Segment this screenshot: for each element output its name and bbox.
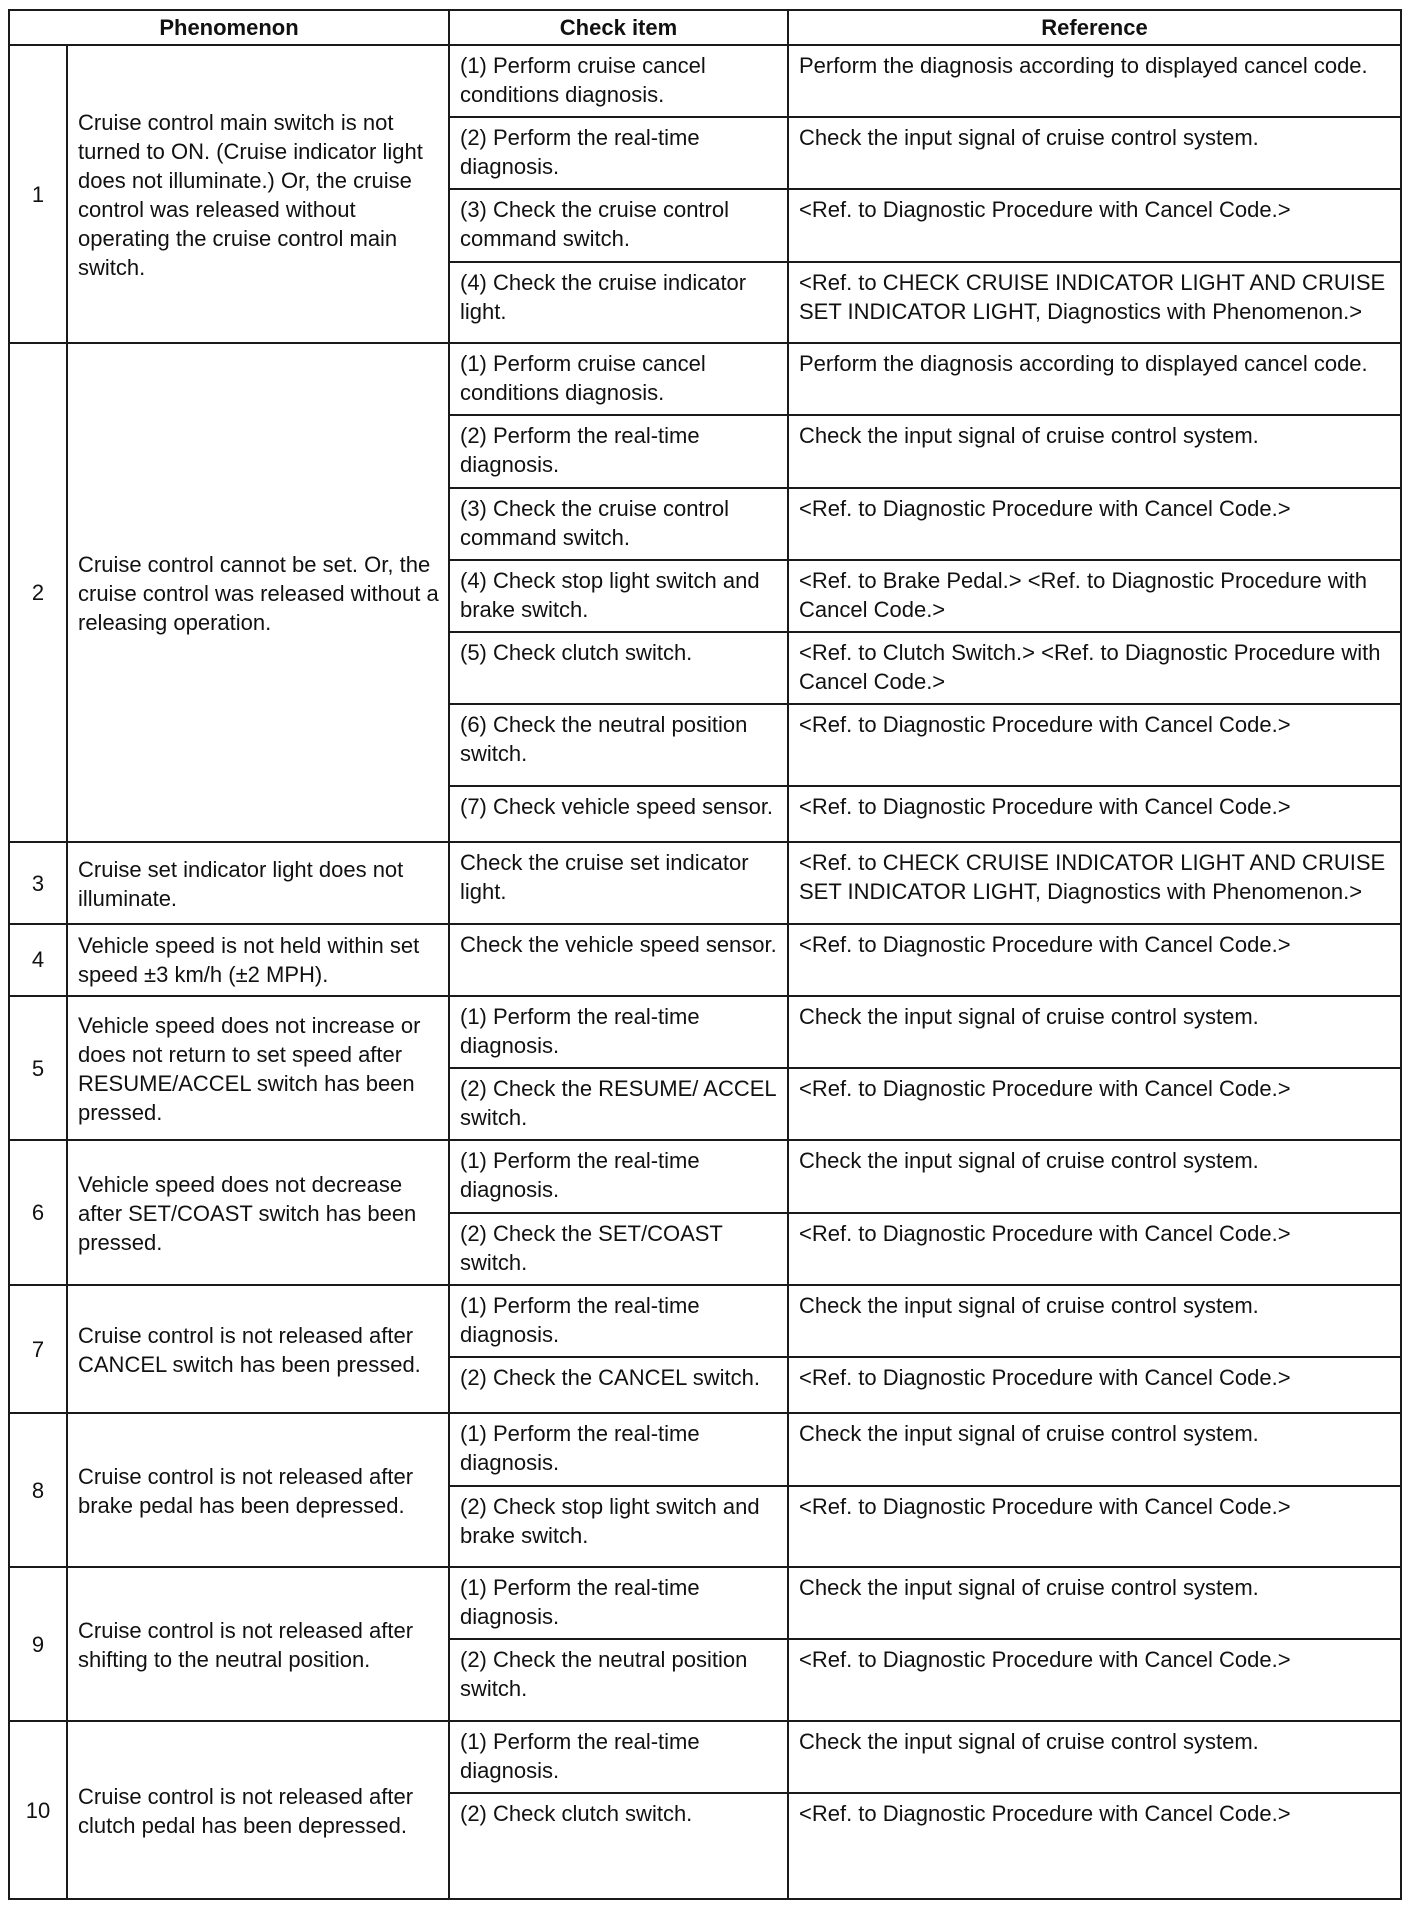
table-row xyxy=(9,45,1401,117)
table-row xyxy=(9,924,1401,996)
reference-cell: <Ref. to Diagnostic Procedure with Cancel Code.> xyxy=(788,1639,1401,1721)
check-item-cell: (2) Check the neutral position switch. xyxy=(449,1639,788,1721)
header-reference: Reference xyxy=(788,10,1401,45)
row-number: 1 xyxy=(9,45,67,343)
check-item-cell: (1) Perform the real-time diagnosis. xyxy=(449,1285,788,1357)
check-item-cell: (3) Check the cruise control command switch. xyxy=(449,488,788,560)
table-row xyxy=(9,1721,1401,1793)
reference-cell: <Ref. to Diagnostic Procedure with Cancel Code.> xyxy=(788,1793,1401,1899)
table-row xyxy=(9,1567,1401,1639)
reference-cell: Check the input signal of cruise control system. xyxy=(788,117,1401,189)
phenomenon-cell: Cruise set indicator light does not illuminate. xyxy=(67,842,449,924)
phenomenon-cell: Cruise control is not released after CANCEL switch has been pressed. xyxy=(67,1285,449,1414)
row-number: 5 xyxy=(9,996,67,1140)
reference-cell: <Ref. to Brake Pedal.> <Ref. to Diagnostic Procedure with Cancel Code.> xyxy=(788,560,1401,632)
reference-cell: <Ref. to Diagnostic Procedure with Cancel Code.> xyxy=(788,1213,1401,1285)
phenomenon-cell: Cruise control is not released after brake pedal has been depressed. xyxy=(67,1413,449,1567)
reference-cell: <Ref. to CHECK CRUISE INDICATOR LIGHT AND CRUISE SET INDICATOR LIGHT, Diagnostics with Phenomenon.> xyxy=(788,842,1401,924)
reference-cell: <Ref. to CHECK CRUISE INDICATOR LIGHT AND CRUISE SET INDICATOR LIGHT, Diagnostics with Phenomenon.> xyxy=(788,262,1401,344)
check-item-cell: (2) Check clutch switch. xyxy=(449,1793,788,1899)
check-item-cell: (5) Check clutch switch. xyxy=(449,632,788,704)
check-item-cell: (1) Perform the real-time diagnosis. xyxy=(449,1567,788,1639)
table-row xyxy=(9,1413,1401,1485)
reference-cell: <Ref. to Diagnostic Procedure with Cancel Code.> xyxy=(788,189,1401,261)
check-item-cell: (3) Check the cruise control command switch. xyxy=(449,189,788,261)
reference-cell: <Ref. to Diagnostic Procedure with Cancel Code.> xyxy=(788,786,1401,842)
row-number: 7 xyxy=(9,1285,67,1414)
row-number: 2 xyxy=(9,343,67,842)
table-row xyxy=(9,1285,1401,1357)
phenomenon-cell: Cruise control cannot be set. Or, the cruise control was released without a releasing operation. xyxy=(67,343,449,842)
reference-cell: Check the input signal of cruise control system. xyxy=(788,1413,1401,1485)
check-item-cell: Check the cruise set indicator light. xyxy=(449,842,788,924)
check-item-cell: (1) Perform cruise cancel conditions diagnosis. xyxy=(449,45,788,117)
check-item-cell: (1) Perform the real-time diagnosis. xyxy=(449,1140,788,1212)
row-number: 4 xyxy=(9,924,67,996)
reference-cell: Check the input signal of cruise control system. xyxy=(788,1567,1401,1639)
phenomenon-cell: Vehicle speed does not decrease after SET/COAST switch has been pressed. xyxy=(67,1140,449,1284)
reference-cell: <Ref. to Diagnostic Procedure with Cancel Code.> xyxy=(788,924,1401,996)
check-item-cell: (1) Perform the real-time diagnosis. xyxy=(449,996,788,1068)
header-row xyxy=(9,10,1401,45)
check-item-cell: (2) Check the SET/COAST switch. xyxy=(449,1213,788,1285)
phenomenon-cell: Vehicle speed is not held within set speed ±3 km/h (±2 MPH). xyxy=(67,924,449,996)
check-item-cell: Check the vehicle speed sensor. xyxy=(449,924,788,996)
check-item-cell: (2) Check stop light switch and brake switch. xyxy=(449,1486,788,1568)
check-item-cell: (4) Check the cruise indicator light. xyxy=(449,262,788,344)
check-item-cell: (6) Check the neutral position switch. xyxy=(449,704,788,786)
check-item-cell: (1) Perform the real-time diagnosis. xyxy=(449,1413,788,1485)
reference-cell: <Ref. to Diagnostic Procedure with Cancel Code.> xyxy=(788,1486,1401,1568)
phenomenon-cell: Cruise control is not released after shifting to the neutral position. xyxy=(67,1567,449,1721)
reference-cell: Perform the diagnosis according to displayed cancel code. xyxy=(788,343,1401,415)
reference-cell: <Ref. to Clutch Switch.> <Ref. to Diagnostic Procedure with Cancel Code.> xyxy=(788,632,1401,704)
check-item-cell: (7) Check vehicle speed sensor. xyxy=(449,786,788,842)
row-number: 3 xyxy=(9,842,67,924)
reference-cell: <Ref. to Diagnostic Procedure with Cancel Code.> xyxy=(788,1357,1401,1413)
table-row xyxy=(9,996,1401,1068)
check-item-cell: (2) Perform the real-time diagnosis. xyxy=(449,415,788,487)
phenomenon-cell: Cruise control main switch is not turned to ON. (Cruise indicator light does not illuminate.) Or, the cruise control was released without operating the cruise control main switch. xyxy=(67,45,449,343)
check-item-cell: (2) Check the CANCEL switch. xyxy=(449,1357,788,1413)
row-number: 8 xyxy=(9,1413,67,1567)
table-row xyxy=(9,343,1401,415)
table-row xyxy=(9,1140,1401,1212)
reference-cell: Check the input signal of cruise control system. xyxy=(788,1721,1401,1793)
check-item-cell: (1) Perform cruise cancel conditions diagnosis. xyxy=(449,343,788,415)
reference-cell: Check the input signal of cruise control system. xyxy=(788,1140,1401,1212)
check-item-cell: (1) Perform the real-time diagnosis. xyxy=(449,1721,788,1793)
table-body xyxy=(9,45,1401,1899)
table-row xyxy=(9,842,1401,924)
phenomenon-cell: Vehicle speed does not increase or does not return to set speed after RESUME/ACCEL switch has been pressed. xyxy=(67,996,449,1140)
check-item-cell: (2) Perform the real-time diagnosis. xyxy=(449,117,788,189)
reference-cell: Check the input signal of cruise control system. xyxy=(788,1285,1401,1357)
row-number: 10 xyxy=(9,1721,67,1899)
reference-cell: <Ref. to Diagnostic Procedure with Cancel Code.> xyxy=(788,704,1401,786)
reference-cell: Check the input signal of cruise control system. xyxy=(788,996,1401,1068)
reference-cell: Perform the diagnosis according to displayed cancel code. xyxy=(788,45,1401,117)
reference-cell: <Ref. to Diagnostic Procedure with Cancel Code.> xyxy=(788,1068,1401,1140)
check-item-cell: (2) Check the RESUME/ ACCEL switch. xyxy=(449,1068,788,1140)
row-number: 9 xyxy=(9,1567,67,1721)
phenomenon-cell: Cruise control is not released after clutch pedal has been depressed. xyxy=(67,1721,449,1899)
header-phenomenon: Phenomenon xyxy=(9,10,449,45)
diagnostics-table xyxy=(8,9,1402,1900)
check-item-cell: (4) Check stop light switch and brake switch. xyxy=(449,560,788,632)
reference-cell: Check the input signal of cruise control system. xyxy=(788,415,1401,487)
reference-cell: <Ref. to Diagnostic Procedure with Cancel Code.> xyxy=(788,488,1401,560)
row-number: 6 xyxy=(9,1140,67,1284)
header-check-item: Check item xyxy=(449,10,788,45)
